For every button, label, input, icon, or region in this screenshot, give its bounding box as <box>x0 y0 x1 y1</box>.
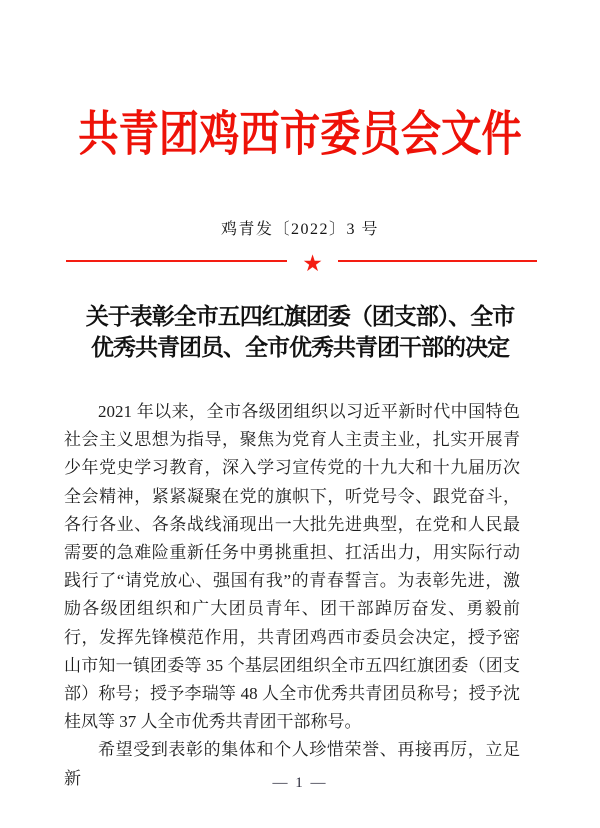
star-divider <box>66 252 537 278</box>
red-star-icon: ★ <box>302 251 323 277</box>
divider-line-right <box>338 260 537 262</box>
body-paragraph-1: 2021 年以来，全市各级团组织以习近平新时代中国特色社会主义思想为指导，聚焦为党育人主责主业，扎实开展青少年党史学习教育，深入学习宣传党的十九大和十九届历次全会精神，紧紧凝聚在党的旗帜下，听党号令、跟党奋斗，各行各业、各条战线涌现出一大批先进典型，在党和人民最需要的急难险重新任务中勇挑重担、扛活出力，用实际行动践行了“请党放心、强国有我”的青春誓言。为表彰先进，激励各级团组织和广大团员青年、团干部踔厉奋发、勇毅前行，发挥先锋模范作用，共青团鸡西市委员会决定，授予密山市知一镇团委等 35 个基层团组织全市五四红旗团委（团支部）称号；授予李瑞等 48 人全市优秀共青团员称号；授予沈桂凤等 37 人全市优秀共青团干部称号。 <box>64 402 520 732</box>
document-title-line-1: 关于表彰全市五四红旗团委（团支部）、全市 <box>85 304 515 329</box>
body-paragraph-2: 希望受到表彰的集体和个人珍惜荣誉、再接再厉，立足新 <box>64 740 520 788</box>
red-header-org-title: 共青团鸡西市委员会文件 <box>78 108 522 161</box>
document-body <box>64 398 520 793</box>
divider-line-left <box>66 260 287 262</box>
page-number: — 1 — <box>272 775 328 791</box>
document-number: 鸡青发〔2022〕3 号 <box>220 221 379 238</box>
document-title-line-2: 优秀共青团员、全市优秀共青团干部的决定 <box>91 335 509 360</box>
divider-star-gap <box>287 252 338 275</box>
document-title <box>0 301 600 363</box>
